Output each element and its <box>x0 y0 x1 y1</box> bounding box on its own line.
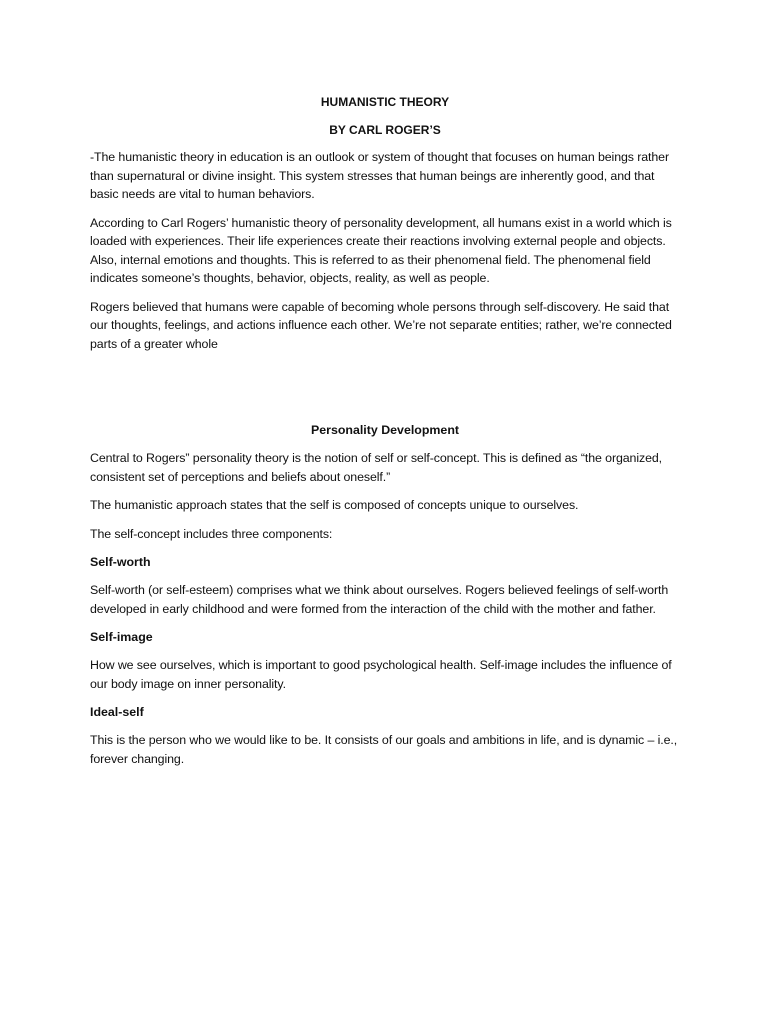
section-paragraph-2: The humanistic approach states that the self is composed of concepts unique to ourselves. <box>90 498 579 512</box>
intro-paragraph-3: Rogers believed that humans were capable of becoming whole persons through self-discovery. He said that our thoughts, feelings, and actions influence each other. We’re not separate entities; rather, we’re connected parts of a greater whole <box>90 299 672 351</box>
section-paragraph-1: Central to Rogers” personality theory is the notion of self or self-concept. This is defined as “the organized, consistent set of perceptions and beliefs about oneself.” <box>90 451 663 484</box>
document-subtitle: BY CARL ROGER’S <box>329 123 441 137</box>
document-title: HUMANISTIC THEORY <box>320 95 450 109</box>
component-text-ideal-self: This is the person who we would like to be. It consists of our goals and ambitions in life, and is dynamic – i.e., forever changing. <box>90 733 678 766</box>
section-paragraph-3: The self-concept includes three components: <box>90 526 333 541</box>
component-text-self-image: How we see ourselves, which is important to good psychological health. Self-image includes the influence of our body image on inner personality. <box>90 658 672 691</box>
intro-paragraph-2: According to Carl Rogers’ humanistic theory of personality development, all humans exist in a world which is loaded with experiences. Their life experiences create their reactions involving external people and objects. Also, internal emotions and thoughts. This is referred to as their phenomenal field. The phenomenal field indicates someone’s thoughts, behavior, objects, reality, as well as people. <box>90 215 672 285</box>
component-text-self-worth: Self-worth (or self-esteem) comprises what we think about ourselves. Rogers believed feelings of self-worth developed in early childhood and were formed from the interaction of the child with the mother and father. <box>90 583 669 616</box>
document-content <box>90 94 680 778</box>
component-heading-self-image: Self-image <box>90 630 153 644</box>
section-heading-personality-development: Personality Development <box>310 423 460 437</box>
component-heading-self-worth: Self-worth <box>90 555 151 569</box>
intro-paragraph-1: -The humanistic theory in education is an outlook or system of thought that focuses on human beings rather than supernatural or divine insight. This system stresses that human beings are inherently good, and that basic needs are vital to human behaviors. <box>90 150 669 201</box>
component-heading-ideal-self: Ideal-self <box>90 705 144 719</box>
